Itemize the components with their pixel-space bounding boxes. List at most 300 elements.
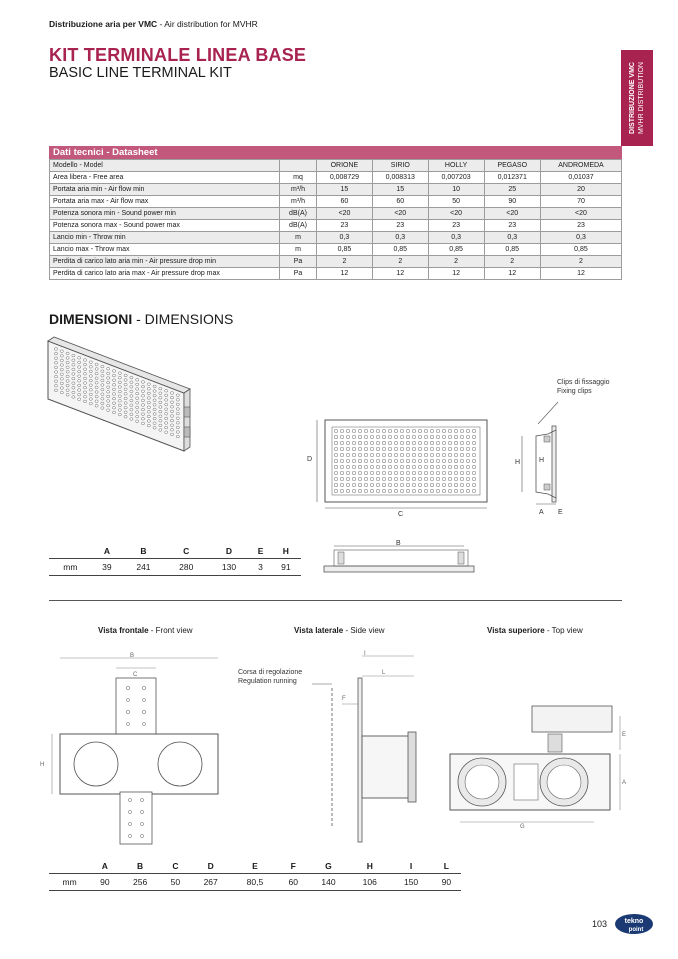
grille-hole <box>89 384 92 387</box>
grille-hole <box>394 435 398 439</box>
grille-hole <box>159 406 162 409</box>
grille-hole <box>430 429 434 433</box>
grille-hole <box>340 447 344 451</box>
grille-hole <box>89 361 92 364</box>
datasheet-row <box>50 256 622 268</box>
grille-hole <box>352 429 356 433</box>
grille-hole <box>66 371 69 374</box>
dim-label-h-inner: H <box>539 457 545 464</box>
grille-hole <box>460 459 464 463</box>
datasheet-row-label: Perdita di carico lato aria min - Air pressure drop min <box>50 256 280 268</box>
logo-text-bottom: point <box>628 927 644 933</box>
dimension-header: C <box>165 543 208 559</box>
dimension-value: 90 <box>90 874 119 891</box>
grille-hole <box>406 447 410 451</box>
grille-hole <box>176 403 179 406</box>
grille-hole <box>334 471 338 475</box>
grille-hole <box>370 483 374 487</box>
grille-hole <box>364 465 368 469</box>
grille-hole <box>460 471 464 475</box>
grille-hole <box>346 435 350 439</box>
grille-hole <box>466 453 470 457</box>
grille-hole <box>165 390 168 393</box>
grille-hole <box>130 386 133 389</box>
datasheet-model-name: HOLLY <box>428 160 484 172</box>
grille-hole <box>130 409 133 412</box>
grille-hole <box>72 368 75 371</box>
grille-hole <box>442 459 446 463</box>
datasheet-value: 0,3 <box>428 232 484 244</box>
grille-hole <box>394 447 398 451</box>
fv-label-b: B <box>130 653 135 659</box>
grille-hole <box>352 489 356 493</box>
grille-hole <box>170 415 173 418</box>
grille-hole <box>460 453 464 457</box>
grille-hole <box>95 372 98 375</box>
datasheet-row <box>50 208 622 220</box>
datasheet-value: 12 <box>428 268 484 280</box>
grille-hole <box>352 447 356 451</box>
grille-hole <box>448 447 452 451</box>
dimension-value: mm <box>49 559 92 576</box>
grille-hole <box>382 465 386 469</box>
grille-hole <box>454 435 458 439</box>
grille-hole <box>406 435 410 439</box>
datasheet-row-unit: dB(A) <box>280 208 317 220</box>
grille-hole <box>448 429 452 433</box>
grille-hole <box>400 477 404 481</box>
grille-hole <box>400 453 404 457</box>
grille-hole <box>394 477 398 481</box>
grille-hole <box>124 374 127 377</box>
sv-label-l: L <box>382 670 386 676</box>
grille-hole <box>136 379 139 382</box>
grille-hole <box>376 459 380 463</box>
datasheet-value: 0,85 <box>372 244 428 256</box>
tv-label-e: E <box>622 732 627 738</box>
grille-hole <box>153 385 156 388</box>
grille-hole <box>406 465 410 469</box>
grille-hole <box>159 401 162 404</box>
grille-hole <box>66 361 69 364</box>
grille-hole <box>107 377 110 380</box>
grille-hole <box>340 453 344 457</box>
grille-hole <box>412 483 416 487</box>
datasheet-value: 0,3 <box>484 232 540 244</box>
grille-hole <box>118 400 121 403</box>
grille-hole <box>159 410 162 413</box>
grille-hole <box>388 471 392 475</box>
dimension-header: E <box>231 858 278 874</box>
grille-hole <box>124 388 127 391</box>
grille-hole <box>466 429 470 433</box>
grille-hole <box>83 382 86 385</box>
grille-hole <box>340 435 344 439</box>
grille-hole <box>78 375 81 378</box>
running-header-sep: - <box>157 19 165 29</box>
fixing-hole <box>140 834 143 837</box>
grille-hole <box>376 471 380 475</box>
grille-hole <box>406 471 410 475</box>
datasheet-row-label: Potenza sonora min - Sound power min <box>50 208 280 220</box>
datasheet-model-name: SIRIO <box>372 160 428 172</box>
grille-hole <box>89 402 92 405</box>
grille-hole <box>412 447 416 451</box>
grille-hole <box>78 357 81 360</box>
grille-hole <box>66 389 69 392</box>
grille-hole <box>95 395 98 398</box>
grille-hole <box>352 435 356 439</box>
grille-hole <box>334 459 338 463</box>
grille-hole <box>118 381 121 384</box>
sv-label-f: F <box>342 696 346 702</box>
dimensions-title-bold: DIMENSIONI <box>49 311 133 327</box>
grille-hole <box>147 415 150 418</box>
grille-hole <box>334 477 338 481</box>
grille-hole <box>364 435 368 439</box>
dimension-value: 50 <box>161 874 190 891</box>
grille-hole <box>454 465 458 469</box>
grille-hole <box>460 441 464 445</box>
grille-hole <box>54 371 57 374</box>
grille-hole <box>136 383 139 386</box>
grille-hole <box>430 447 434 451</box>
tv-label-a: A <box>622 780 627 786</box>
fv-label-c: C <box>133 672 138 678</box>
datasheet-value: 0,3 <box>372 232 428 244</box>
grille-hole <box>107 404 110 407</box>
grille-hole <box>382 453 386 457</box>
grille-hole <box>83 396 86 399</box>
grille-hole <box>141 390 144 393</box>
grille-hole <box>136 402 139 405</box>
grille-hole <box>78 361 81 364</box>
grille-hole <box>54 366 57 369</box>
grille-hole <box>418 447 422 451</box>
grille-hole <box>466 459 470 463</box>
grille-hole <box>89 379 92 382</box>
datasheet-value: 0,012371 <box>484 172 540 184</box>
grille-hole <box>358 459 362 463</box>
grille-hole <box>400 483 404 487</box>
grille-hole <box>176 435 179 438</box>
grille-hole <box>376 489 380 493</box>
grille-hole <box>406 489 410 493</box>
datasheet-value: 23 <box>372 220 428 232</box>
grille-hole <box>101 388 104 391</box>
grille-hole <box>406 441 410 445</box>
datasheet-model-name: ANDROMEDA <box>540 160 621 172</box>
front-view-label-rest: - Front view <box>148 626 193 635</box>
grille-hole <box>460 429 464 433</box>
dimension-header: B <box>119 858 160 874</box>
grille-hole <box>406 477 410 481</box>
grille-hole <box>89 375 92 378</box>
grille-hole <box>72 387 75 390</box>
grille-hole <box>141 395 144 398</box>
grille-hole <box>95 368 98 371</box>
grille-hole <box>54 385 57 388</box>
grille-hole <box>136 420 139 423</box>
grille-hole <box>430 477 434 481</box>
grille-hole <box>165 399 168 402</box>
grille-hole <box>370 471 374 475</box>
grille-hole <box>460 465 464 469</box>
dimension-header: B <box>122 543 165 559</box>
grille-hole <box>141 404 144 407</box>
grille-hole <box>346 459 350 463</box>
grille-hole <box>60 364 63 367</box>
grille-hole <box>78 398 81 401</box>
grille-hole <box>346 441 350 445</box>
grille-hole <box>388 435 392 439</box>
grille-hole <box>95 386 98 389</box>
dimensions-title-rest: - DIMENSIONS <box>132 311 234 327</box>
datasheet-row-unit: m <box>280 232 317 244</box>
side-view-label <box>294 626 385 635</box>
grille-hole <box>95 400 98 403</box>
grille-hole <box>472 447 476 451</box>
grille-hole <box>370 477 374 481</box>
grille-hole <box>460 483 464 487</box>
grille-hole <box>112 384 115 387</box>
grille-hole <box>412 429 416 433</box>
grille-hole <box>118 386 121 389</box>
grille-hole <box>460 489 464 493</box>
dim-label-c: C <box>398 511 404 517</box>
grille-hole <box>472 489 476 493</box>
fixing-hole <box>126 686 129 689</box>
grille-hole <box>153 417 156 420</box>
sv-label-i: I <box>364 651 366 657</box>
grille-hole <box>334 465 338 469</box>
grille-hole <box>394 459 398 463</box>
grille-hole <box>89 370 92 373</box>
grille-hole <box>176 408 179 411</box>
grille-hole <box>346 429 350 433</box>
dimension-header: C <box>161 858 190 874</box>
grille-hole <box>165 394 168 397</box>
dimension-header: A <box>92 543 122 559</box>
grille-hole <box>124 406 127 409</box>
grille-hole <box>370 489 374 493</box>
grille-hole <box>454 453 458 457</box>
dimensions-table-grille <box>49 543 301 576</box>
grille-hole <box>358 489 362 493</box>
grille-hole <box>141 385 144 388</box>
grille-hole <box>388 447 392 451</box>
grille-hole <box>124 416 127 419</box>
grille-hole <box>95 377 98 380</box>
tekno-point-logo <box>614 913 654 935</box>
grille-hole <box>382 483 386 487</box>
fixing-hole <box>126 722 129 725</box>
grille-hole <box>170 396 173 399</box>
grille-hole <box>376 483 380 487</box>
dimension-header: L <box>432 858 461 874</box>
grille-hole <box>66 380 69 383</box>
grille-hole <box>72 364 75 367</box>
grille-hole <box>430 435 434 439</box>
datasheet-table <box>49 159 622 280</box>
grille-hole <box>334 435 338 439</box>
grille-hole <box>400 435 404 439</box>
grille-hole <box>424 483 428 487</box>
dimension-header: D <box>190 858 231 874</box>
plenum-top-view-drawing <box>444 700 634 830</box>
grille-hole <box>430 483 434 487</box>
grille-hole <box>153 390 156 393</box>
grille-hole <box>95 363 98 366</box>
grille-hole <box>159 424 162 427</box>
grille-hole <box>95 405 98 408</box>
datasheet-value: 50 <box>428 196 484 208</box>
grille-hole <box>436 447 440 451</box>
dimension-value: 280 <box>165 559 208 576</box>
grille-hole <box>352 471 356 475</box>
grille-hole <box>176 426 179 429</box>
grille-hole <box>442 435 446 439</box>
grille-hole <box>418 429 422 433</box>
grille-hole <box>454 429 458 433</box>
datasheet-row-label: Lancio min - Throw min <box>50 232 280 244</box>
grille-hole <box>472 459 476 463</box>
datasheet-value: 10 <box>428 184 484 196</box>
grille-hole <box>472 471 476 475</box>
grille-hole <box>60 359 63 362</box>
datasheet-value: 2 <box>484 256 540 268</box>
grille-hole <box>130 390 133 393</box>
grille-hole <box>436 465 440 469</box>
clips-label-en: Fixing clips <box>557 388 592 395</box>
grille-hole <box>388 429 392 433</box>
grille-hole <box>442 465 446 469</box>
grille-hole <box>170 392 173 395</box>
grille-hole <box>352 483 356 487</box>
grille-hole <box>340 489 344 493</box>
grille-hole <box>112 379 115 382</box>
grille-hole <box>406 429 410 433</box>
dimension-value: 267 <box>190 874 231 891</box>
grille-hole <box>364 483 368 487</box>
grille-hole <box>370 465 374 469</box>
grille-hole <box>400 447 404 451</box>
datasheet-value: 60 <box>317 196 373 208</box>
grille-hole <box>424 447 428 451</box>
grille-hole <box>394 483 398 487</box>
datasheet-row <box>50 172 622 184</box>
grille-hole <box>124 397 127 400</box>
datasheet-value: 2 <box>317 256 373 268</box>
grille-hole <box>124 411 127 414</box>
datasheet-row <box>50 220 622 232</box>
grille-hole <box>72 359 75 362</box>
grille-hole <box>466 489 470 493</box>
grille-hole <box>454 489 458 493</box>
grille-hole <box>436 489 440 493</box>
grille-hole <box>388 483 392 487</box>
datasheet-row-label: Area libera - Free area <box>50 172 280 184</box>
grille-hole <box>153 408 156 411</box>
dim-label-a: A <box>539 509 544 516</box>
grille-hole <box>460 447 464 451</box>
datasheet-value: 12 <box>540 268 621 280</box>
grille-hole <box>101 379 104 382</box>
grille-hole <box>400 471 404 475</box>
dimension-value: 60 <box>279 874 308 891</box>
grille-hole <box>364 477 368 481</box>
clips-label-it: Clips di fissaggio <box>557 379 610 386</box>
grille-hole <box>78 384 81 387</box>
grille-hole <box>466 447 470 451</box>
grille-hole <box>83 400 86 403</box>
datasheet-header-row <box>50 160 622 172</box>
grille-hole <box>83 373 86 376</box>
regulation-label-en: Regulation running <box>238 678 297 685</box>
regulation-label-it: Corsa di regolazione <box>238 669 303 676</box>
dimension-value: 106 <box>349 874 390 891</box>
grille-hole <box>430 453 434 457</box>
grille-top-drawing <box>318 536 478 578</box>
grille-hole <box>364 441 368 445</box>
logo-text-top: tekno <box>624 918 644 925</box>
dimension-value: 90 <box>432 874 461 891</box>
grille-hole <box>448 477 452 481</box>
datasheet-model-name: ORIONE <box>317 160 373 172</box>
grille-hole <box>54 352 57 355</box>
running-header <box>49 19 258 29</box>
grille-hole <box>165 408 168 411</box>
grille-hole <box>454 477 458 481</box>
clips-label <box>557 378 610 396</box>
grille-hole <box>165 403 168 406</box>
grille-hole <box>340 429 344 433</box>
grille-hole <box>352 441 356 445</box>
dimension-header: G <box>308 858 349 874</box>
grille-hole <box>346 483 350 487</box>
grille-hole <box>83 386 86 389</box>
datasheet-header-unit <box>280 160 317 172</box>
grille-hole <box>334 447 338 451</box>
page-title: KIT TERMINALE LINEA BASE <box>49 45 307 65</box>
grille-hole <box>153 404 156 407</box>
grille-hole <box>406 459 410 463</box>
grille-hole <box>466 465 470 469</box>
grille-hole <box>54 362 57 365</box>
grille-hole <box>370 435 374 439</box>
datasheet-header-label: Modello - Model <box>50 160 280 172</box>
datasheet-value: 20 <box>540 184 621 196</box>
grille-hole <box>382 489 386 493</box>
grille-hole <box>394 453 398 457</box>
dim-label-d: D <box>307 456 313 463</box>
grille-hole <box>83 359 86 362</box>
grille-hole <box>340 459 344 463</box>
grille-hole <box>436 453 440 457</box>
datasheet-value: 23 <box>317 220 373 232</box>
grille-hole <box>466 483 470 487</box>
grille-hole <box>101 370 104 373</box>
grille-hole <box>54 348 57 351</box>
grille-hole <box>388 477 392 481</box>
grille-hole <box>60 355 63 358</box>
fixing-hole <box>126 698 129 701</box>
dimension-value: 3 <box>250 559 270 576</box>
grille-hole <box>472 483 476 487</box>
grille-hole <box>60 350 63 353</box>
grille-hole <box>72 354 75 357</box>
grille-hole <box>358 441 362 445</box>
